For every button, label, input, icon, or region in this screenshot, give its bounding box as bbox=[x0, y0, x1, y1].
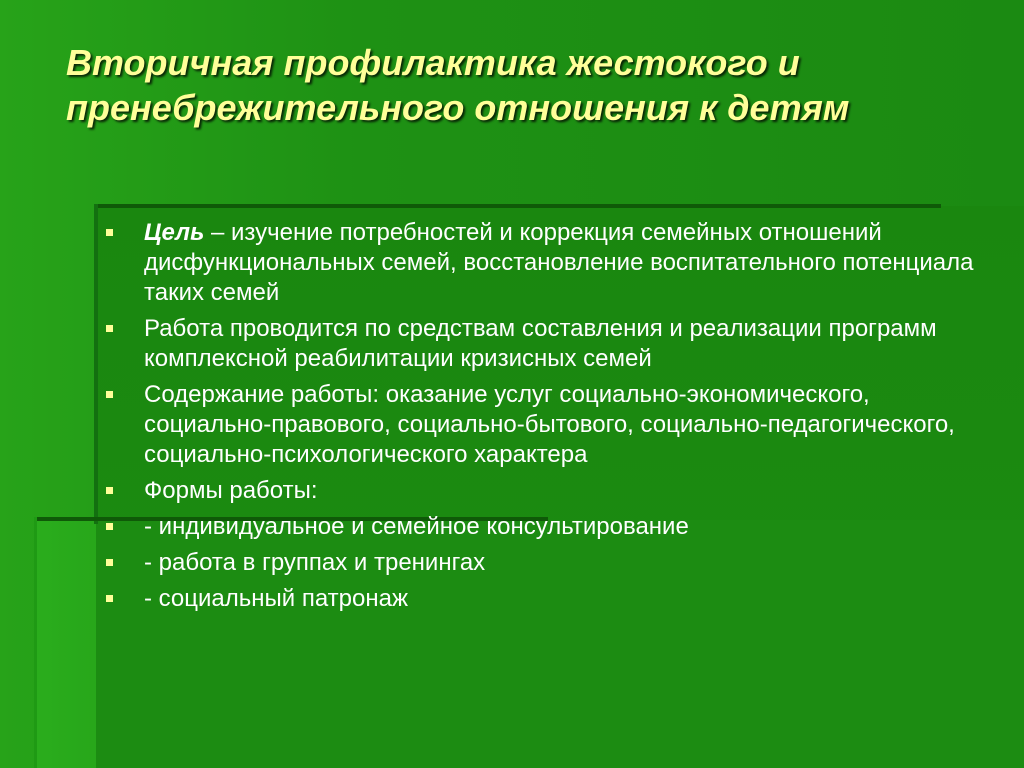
decorative-bar-top bbox=[96, 204, 941, 208]
item-text: - индивидуальное и семейное консультирование bbox=[144, 513, 689, 540]
square-bullet-icon bbox=[106, 391, 113, 398]
square-bullet-icon bbox=[106, 487, 113, 494]
square-bullet-icon bbox=[106, 595, 113, 602]
item-text: Формы работы: bbox=[144, 477, 318, 504]
list-item bbox=[103, 380, 983, 470]
list-item bbox=[103, 512, 983, 542]
bullet-list bbox=[103, 218, 983, 620]
slide-title: Вторичная профилактика жестокого и пренебрежительного отношения к детям bbox=[66, 42, 850, 128]
decorative-bar-middle-left bbox=[34, 517, 37, 768]
decorative-bar-left bbox=[94, 204, 98, 524]
item-text: - социальный патронаж bbox=[144, 585, 409, 612]
item-text: Работа проводится по средствам составления и реализации программ комплексной реабилитации кризисных семей bbox=[144, 315, 937, 372]
item-text: Содержание работы: оказание услуг социально-экономического, социально-правового, социально-бытового, социально-педагогического, социально-психологического характера bbox=[144, 381, 955, 468]
list-item bbox=[103, 584, 983, 614]
square-bullet-icon bbox=[106, 523, 113, 530]
item-text: – изучение потребностей и коррекция семейных отношений дисфункциональных семей, восстановление воспитательного потенциала таких семей bbox=[144, 219, 974, 306]
square-bullet-icon bbox=[106, 325, 113, 332]
square-bullet-icon bbox=[106, 229, 113, 236]
item-text: - работа в группах и тренингах bbox=[144, 549, 486, 576]
list-item bbox=[103, 218, 983, 308]
list-item bbox=[103, 548, 983, 578]
list-item bbox=[103, 314, 983, 374]
list-item bbox=[103, 476, 983, 506]
item-lead: Цель bbox=[144, 219, 205, 246]
square-bullet-icon bbox=[106, 559, 113, 566]
